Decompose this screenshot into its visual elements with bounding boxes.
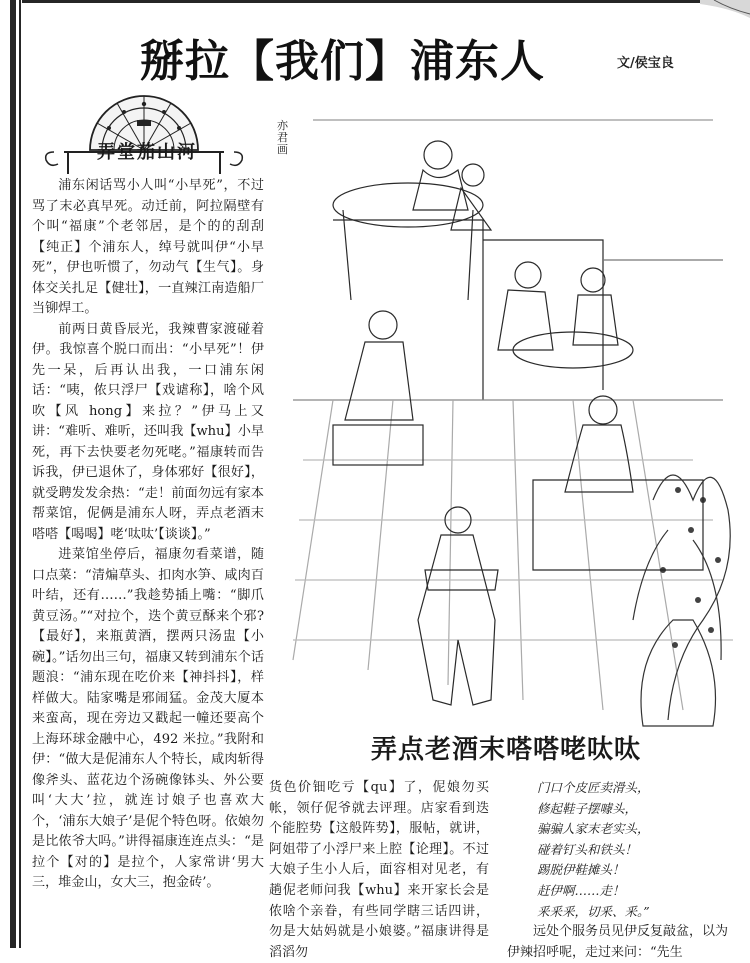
- paragraph: 浦东闲话骂小人叫“小早死”，不过骂了末必真早死。动迁前，阿拉隔壁有个叫“福康”个老邻居，是个的的刮刮【纯正】个浦东人，绰号就叫伊“小早死”，伊也听惯了，勿动气【生气】。身体交关扎足【健壮】，一直辣江南造船厂当铆焊工。: [32, 178, 264, 316]
- restaurant-illustration: [273, 100, 739, 726]
- verse: [507, 778, 739, 922]
- column-header: [24, 90, 264, 175]
- verse-line: 踢脱伊鞋摊头！: [537, 862, 625, 878]
- left-border-thick: [10, 0, 16, 948]
- verse-line: 修起鞋子摆噱头，: [537, 800, 638, 816]
- corner-ornament: [700, 0, 750, 18]
- verse-line: 骗骗人家末老实头，: [537, 821, 650, 837]
- paragraph: 前两日黄昏辰光，我辣曹家渡碰着伊。我惊喜个脱口而出：“小早死”！伊先一呆，后再认出我，一口浦东闲话：“咦，侬只浮尸【戏谑称】，啥个风吹【风 hong】来拉？”伊马上又讲：“难听、难听，还叫我【whu】小早死，再下去快要老勿死咾。”福康转而告诉我，伊已退休了，身体邪好【很好】，就受聘发发余热：“走！前面勿远有家本帮菜馆，伲俩是浦东人呀，弄点老酒末嗒嗒【喝喝】咾‘呔呔’【谈谈】。”: [32, 321, 264, 542]
- column-title: 弄堂茄山河: [97, 142, 197, 163]
- body-column-left: [32, 176, 264, 948]
- byline: 文/侯宝良: [617, 56, 674, 71]
- paragraph: 货色价钿吃亏【qu】了，伲娘勿买帐，领仔伲爷就去评理。店家看到迭个能腔势【这般阵势】，服帖，就讲，阿姐带了小浮尸来上腔【论理】。不过大娘子生小人后，面容相对见老，有趟伲老师问我【whu】来开家长会是侬啥个亲眷，有些同学瞎三话四讲，勿是大姑妈就是小娘婆。”福康讲得是滔滔勿: [269, 780, 489, 960]
- body-column-right: [507, 778, 739, 960]
- illustration-credit: 亦君画: [277, 119, 288, 156]
- article-headline: 掰拉【我们】浦东人: [140, 36, 545, 87]
- verse-line: 门口个皮匠卖滑头，: [537, 780, 650, 795]
- left-border-thin: [19, 0, 21, 948]
- paragraph: 进菜馆坐停后，福康勿看菜谱，随口点菜：“清煸草头、扣肉水笋、咸肉百叶结，还有……”我趁势插上嘴：“脚爪黄豆汤。”“对拉个，迭个黄豆酥来个邪?【最好】，来瓶黄酒，摆两只汤盅【小碗】。”话勿出三句，福康又转到浦东个话题浪：“浦东现在吃价来【神抖抖】，样样做大。陆家嘴是邪闹猛。金茂大厦本来蛮高，现在旁边又戳起一幢还要高个上海环球金融中心，492 米拉。”我附和伊：“做大是伲浦东人个特长，咸肉斩得像斧头、蓝花边个汤碗像钵头、外公要叫‘大大’拉，就连讨娘子也喜欢大个，‘浦东大娘子’是伲个特色呀。依娘勿是比侬爷大吗。”讲得福康连连点头：“是拉个【对的】是拉个，人家常讲‘男大三，堆金山，女大三，抱金砖’。: [32, 547, 264, 890]
- verse-line: 碰着钉头和铁头！: [537, 841, 638, 857]
- top-border: [22, 0, 740, 3]
- body-column-middle: [269, 778, 489, 960]
- paragraph: 远处个服务员见伊反复敲盆，以为伊辣招呼呢，走过来问：“先生: [507, 924, 729, 960]
- verse-line: 赶伊啊……走！: [537, 882, 625, 898]
- verse-line: 釆釆釆，切釆、釆。”: [537, 903, 650, 919]
- subheadline: 弄点老酒末嗒嗒咾呔呔: [370, 735, 641, 765]
